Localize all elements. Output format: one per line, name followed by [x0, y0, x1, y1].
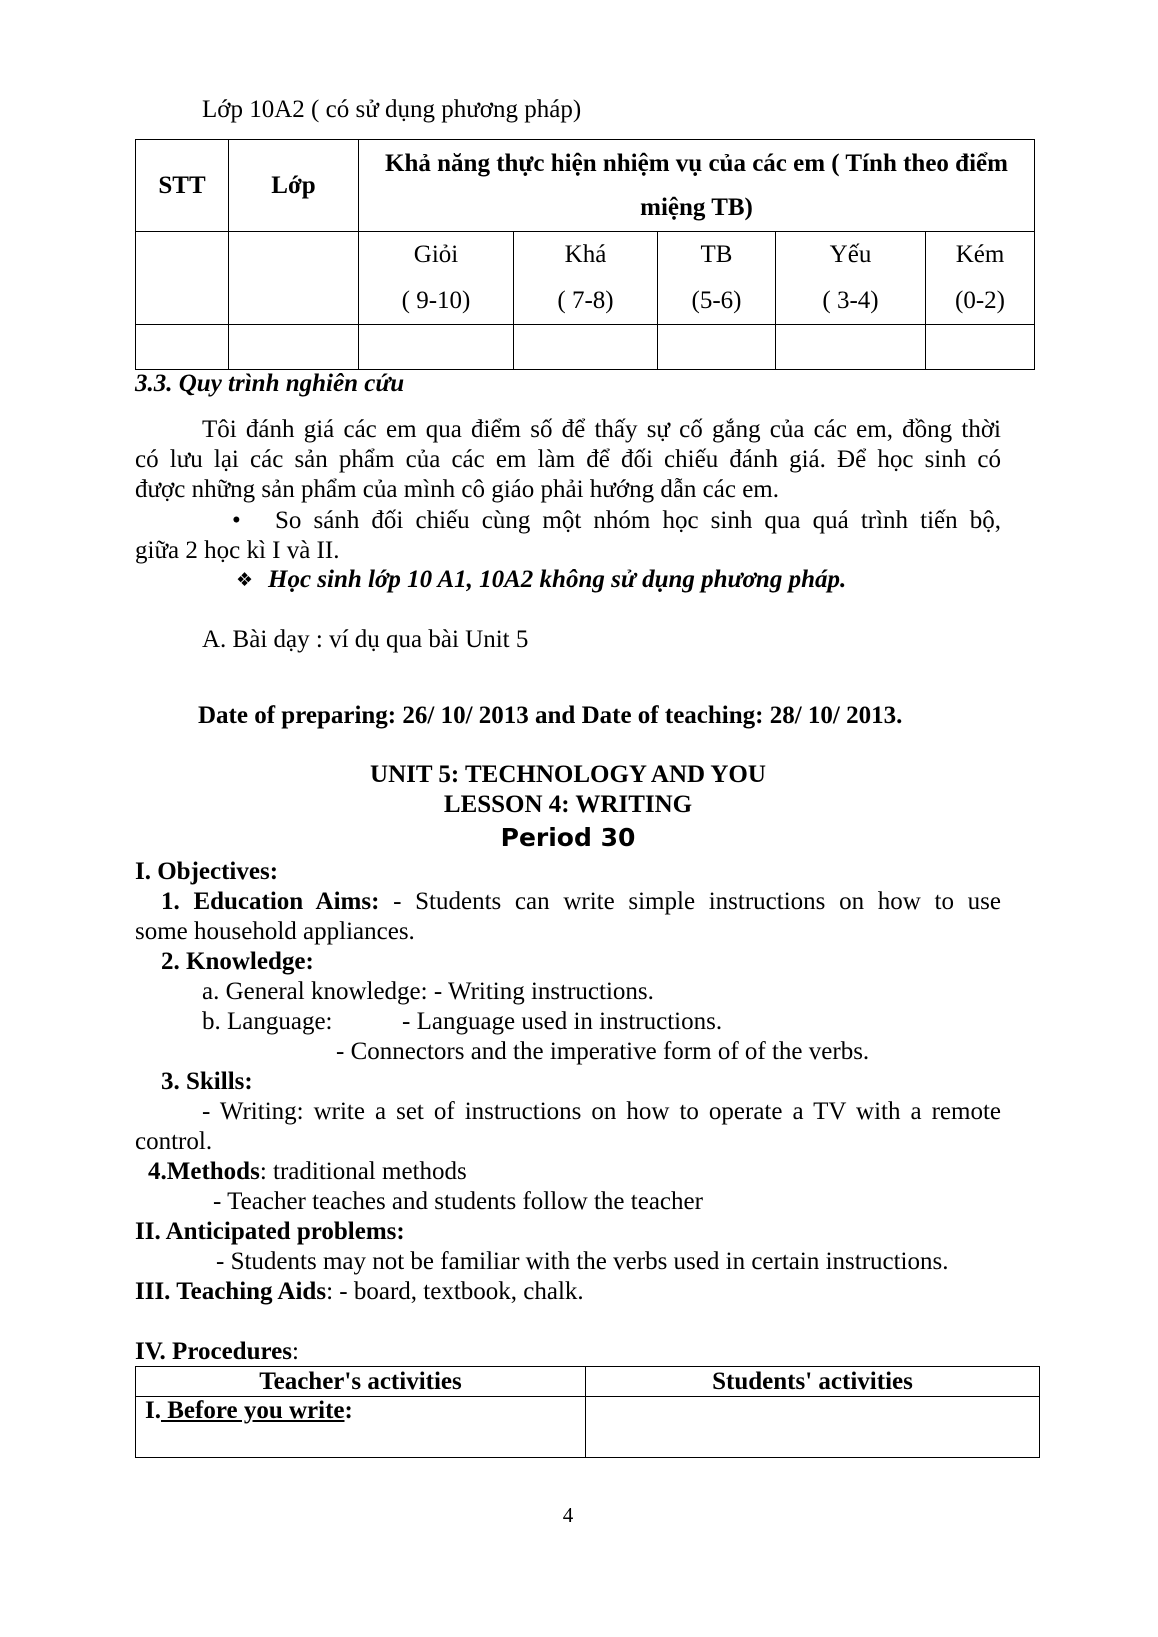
- teaching-aids-line: [135, 1278, 584, 1306]
- education-aims-label: 1. Education Aims:: [161, 888, 380, 915]
- before-you-write-label: Before you write: [160, 1397, 345, 1424]
- header-ability: [359, 140, 1035, 232]
- header-lop: Lớp: [229, 140, 359, 232]
- methods-text: : traditional methods: [259, 1158, 467, 1185]
- before-you-write-colon: :: [344, 1397, 353, 1424]
- diamond-bullet-icon: ❖: [236, 569, 254, 591]
- grade-range: (0-2): [955, 287, 1005, 314]
- paragraph-line: được những sản phẩm của mình cô giáo phải hướng dẫn các em.: [135, 476, 779, 503]
- intro-line: Lớp 10A2 ( có sử dụng phương pháp): [202, 96, 582, 123]
- diamond-text: Học sinh lớp 10 A1, 10A2 không sử dụng phương pháp.: [268, 566, 847, 593]
- objectives-heading: I. Objectives:: [135, 858, 279, 885]
- empty-cell: [514, 325, 658, 370]
- grade-range: ( 3-4): [822, 287, 879, 314]
- anticipated-heading: II. Anticipated problems:: [135, 1218, 405, 1245]
- language-line-2: - Connectors and the imperative form of of the verbs.: [336, 1038, 870, 1065]
- skills-heading: 3. Skills:: [161, 1068, 253, 1095]
- teaching-aids-text: : - board, textbook, chalk.: [326, 1278, 584, 1305]
- anticipated-text: - Students may not be familiar with the verbs used in certain instructions.: [216, 1248, 949, 1275]
- education-aims-text: - Students can write simple instructions on how to use: [379, 888, 1002, 915]
- language-label: b. Language:: [202, 1008, 333, 1035]
- grade-name: TB: [700, 241, 733, 268]
- knowledge-heading: 2. Knowledge:: [161, 948, 314, 975]
- empty-cell: [658, 325, 776, 370]
- bullet-icon: •: [232, 507, 241, 534]
- empty-cell: [229, 325, 359, 370]
- empty-cell: [586, 1397, 1040, 1458]
- empty-cell: [926, 325, 1035, 370]
- language-line-1: - Language used in instructions.: [402, 1008, 723, 1035]
- grade-range: ( 9-10): [401, 287, 471, 314]
- before-you-write-cell: [136, 1397, 586, 1458]
- evaluation-table: [135, 139, 1035, 370]
- grade-range: ( 7-8): [557, 287, 614, 314]
- grade-range: (5-6): [691, 287, 742, 314]
- before-you-write-prefix: I.: [145, 1397, 161, 1424]
- date-line: Date of preparing: 26/ 10/ 2013 and Date of teaching: 28/ 10/ 2013.: [198, 702, 903, 729]
- empty-cell: [359, 325, 514, 370]
- header-ability-line2: miệng TB): [640, 193, 753, 221]
- empty-cell: [776, 325, 926, 370]
- unit-title: UNIT 5: TECHNOLOGY AND YOU: [370, 761, 766, 788]
- grade-kha: [514, 232, 658, 325]
- methods-line: [148, 1158, 467, 1186]
- section-heading-3-3: 3.3. Quy trình nghiên cứu: [135, 370, 405, 397]
- grade-name: Giỏi: [413, 241, 459, 268]
- methods-line-2: - Teacher teaches and students follow the teacher: [213, 1188, 703, 1215]
- procedures-label: IV. Procedures: [135, 1338, 292, 1365]
- grade-yeu: [776, 232, 926, 325]
- grade-kem: [926, 232, 1035, 325]
- empty-cell: [136, 232, 229, 325]
- header-ability-line1: Khả năng thực hiện nhiệm vụ của các em ( Tính theo điểm: [385, 149, 1008, 177]
- paragraph-line: có lưu lại các sản phẩm của các em làm để đối chiếu đánh giá. Để học sinh có: [135, 446, 1001, 473]
- teaching-aids-label: III. Teaching Aids: [135, 1278, 327, 1305]
- header-students-activities: Students' activities: [586, 1367, 1040, 1397]
- period-title: Period 30: [500, 823, 636, 852]
- bullet-text-cont: giữa 2 học kì I và II.: [135, 537, 340, 564]
- paragraph-line: Tôi đánh giá các em qua điểm số để thấy sự cố gắng của các em, đồng thời: [202, 416, 1001, 443]
- grade-name: Kém: [955, 241, 1005, 268]
- grade-gioi: [359, 232, 514, 325]
- general-knowledge: a. General knowledge: - Writing instructions.: [202, 978, 654, 1005]
- procedures-table: [135, 1366, 1040, 1458]
- header-teacher-activities: Teacher's activities: [136, 1367, 586, 1397]
- grade-name: Yếu: [829, 241, 872, 268]
- methods-label: 4.Methods: [148, 1158, 260, 1185]
- skills-line-cont: control.: [135, 1128, 213, 1155]
- lesson-title: LESSON 4: WRITING: [443, 791, 693, 818]
- education-aims-cont: some household appliances.: [135, 918, 415, 945]
- lesson-intro: A. Bài dạy : ví dụ qua bài Unit 5: [202, 626, 529, 653]
- page-number: 4: [562, 1503, 574, 1527]
- grade-name: Khá: [564, 241, 607, 268]
- bullet-text: So sánh đối chiếu cùng một nhóm học sinh qua quá trình tiến bộ,: [275, 507, 1001, 534]
- empty-cell: [136, 325, 229, 370]
- skills-line: - Writing: write a set of instructions on how to operate a TV with a remote: [202, 1098, 1001, 1125]
- procedures-colon: :: [291, 1338, 299, 1365]
- procedures-line: [135, 1338, 299, 1366]
- education-aims: [161, 888, 1001, 916]
- empty-cell: [229, 232, 359, 325]
- header-stt: STT: [136, 140, 229, 232]
- grade-tb: [658, 232, 776, 325]
